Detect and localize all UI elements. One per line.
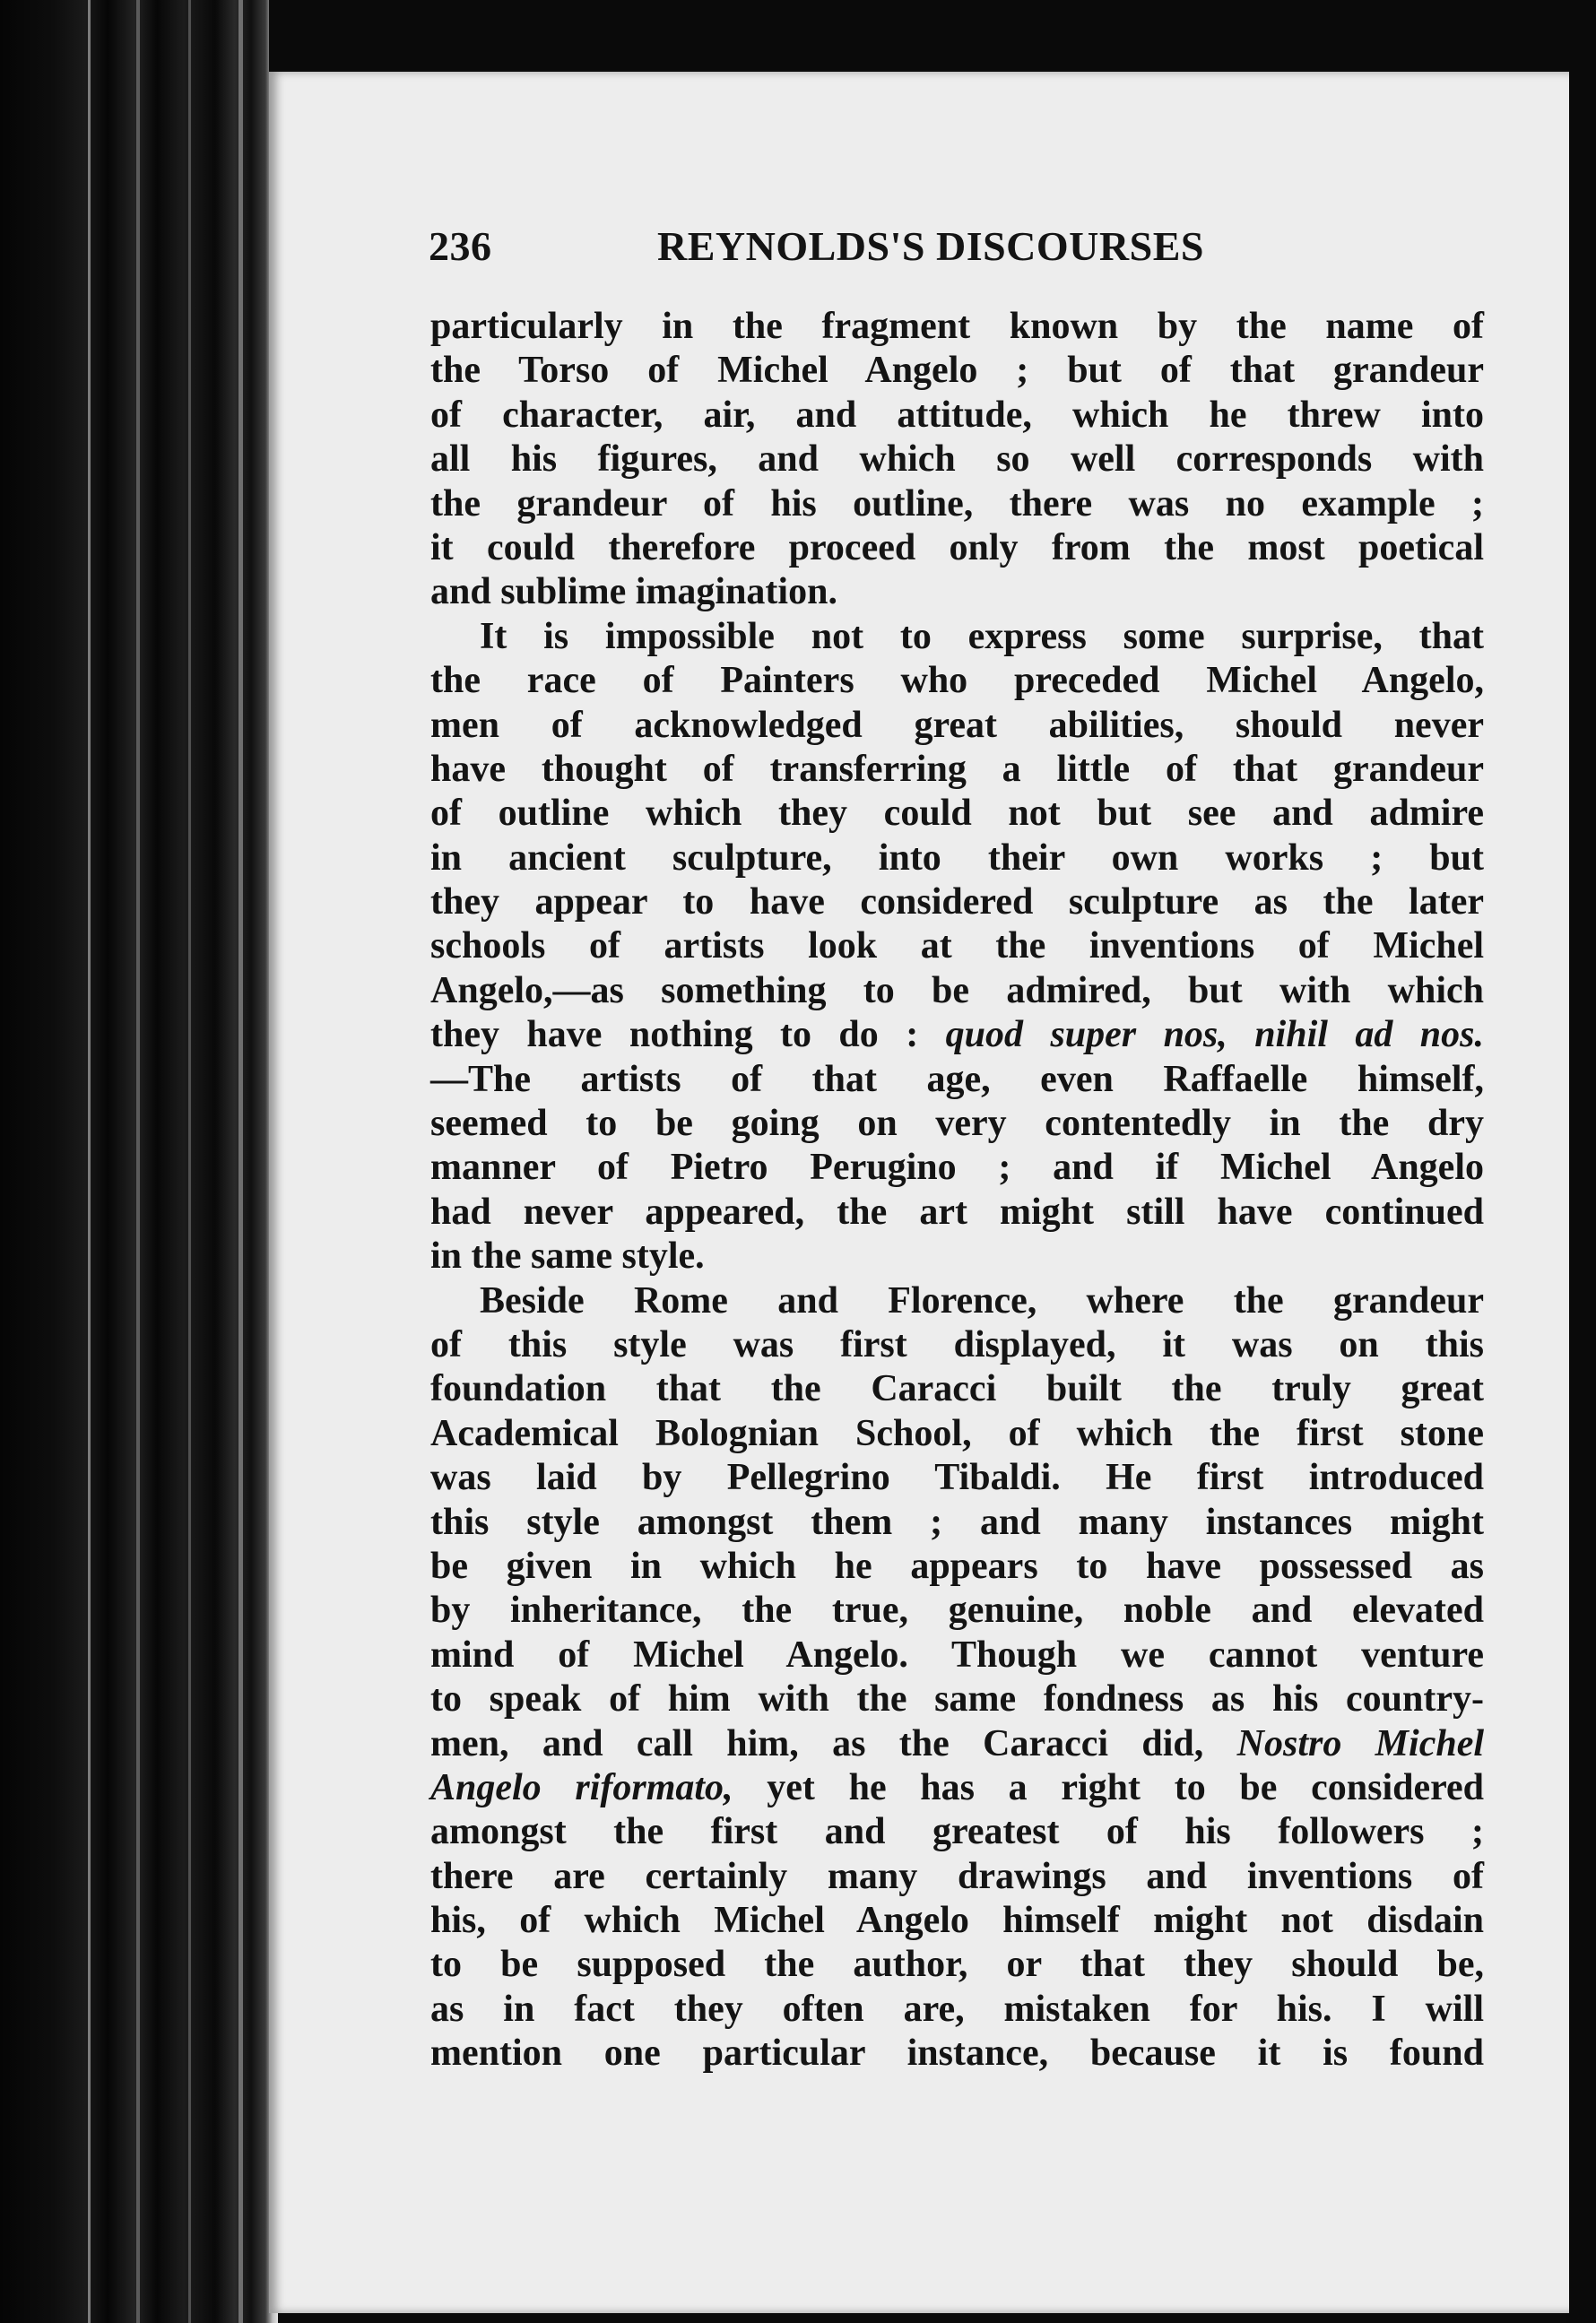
- text-line: amongst the first and greatest of his followers ;: [430, 1811, 1484, 1853]
- text-line: of outline which they could not but see and admire: [430, 793, 1484, 835]
- text-line: Academical Bolognian School, of which the first stone: [430, 1412, 1484, 1454]
- text-line: by inheritance, the true, genuine, noble and elevated: [430, 1590, 1484, 1632]
- scan-streak: [188, 0, 191, 2323]
- text-line: manner of Pietro Perugino ; and if Michel Angelo: [430, 1147, 1484, 1189]
- scanner-right-edge: [1566, 0, 1596, 2323]
- text-line: —The artists of that age, even Raffaelle himself,: [430, 1058, 1484, 1100]
- text-segment: men, and call him, as the Caracci did,: [430, 1722, 1204, 1764]
- text-line: it could therefore proceed only from the most poetical: [430, 526, 1484, 568]
- running-head: [429, 222, 1289, 285]
- scanner-top-edge: [269, 0, 1596, 74]
- text-line: men of acknowledged great abilities, should never: [430, 704, 1484, 746]
- text-line: in ancient sculpture, into their own works ; but: [430, 836, 1484, 879]
- scan-streak: [136, 0, 140, 2323]
- text-line: to be supposed the author, or that they should be,: [430, 1944, 1484, 1986]
- text-line: they appear to have considered sculpture as the later: [430, 881, 1484, 923]
- text-line: [430, 1722, 1484, 1766]
- text-line: Beside Rome and Florence, where the grandeur: [480, 1279, 1484, 1322]
- text-line: seemed to be going on very contentedly in the dry: [430, 1103, 1484, 1145]
- text-line: all his figures, and which so well corresponds with: [430, 438, 1484, 481]
- text-line: his, of which Michel Angelo himself might not disdain: [430, 1900, 1484, 1942]
- text-line: as in fact they often are, mistaken for his. I will: [430, 1988, 1484, 2030]
- text-line: have thought of transferring a little of that grandeur: [430, 748, 1484, 790]
- text-line: foundation that the Caracci built the truly great: [430, 1368, 1484, 1410]
- text-line: It is impossible not to express some surprise, that: [480, 615, 1484, 657]
- text-line: of this style was first displayed, it was on this: [430, 1323, 1484, 1365]
- running-title: REYNOLDS'S DISCOURSES: [657, 223, 1204, 269]
- text-line: and sublime imagination.: [430, 571, 837, 613]
- text-line: be given in which he appears to have possessed as: [430, 1545, 1484, 1587]
- body-text: [430, 305, 1484, 2076]
- latin-quote: quod super nos, nihil ad nos.: [945, 1014, 1484, 1056]
- text-line: the Torso of Michel Angelo ; but of that grandeur: [430, 350, 1484, 392]
- text-line: schools of artists look at the inventions of Michel: [430, 925, 1484, 967]
- text-segment: they have nothing to do :: [430, 1014, 919, 1056]
- text-line: to speak of him with the same fondness as his country-: [430, 1678, 1484, 1721]
- text-line: the grandeur of his outline, there was no example ;: [430, 482, 1484, 524]
- text-line: [430, 1013, 1484, 1057]
- italic-phrase: Nostro Michel: [1236, 1722, 1485, 1764]
- page-number: 236: [429, 223, 492, 269]
- scan-streak: [239, 0, 243, 2323]
- text-line: particularly in the fragment known by the name of: [430, 306, 1484, 347]
- italic-phrase: Angelo riformato,: [430, 1766, 733, 1808]
- text-line: Angelo,—as something to be admired, but with which: [430, 969, 1484, 1011]
- text-line: mind of Michel Angelo. Though we cannot venture: [430, 1634, 1484, 1676]
- text-line: in the same style.: [430, 1235, 705, 1278]
- text-line: there are certainly many drawings and inventions of: [430, 1855, 1484, 1897]
- text-line: [430, 1766, 1484, 1810]
- text-line: the race of Painters who preceded Michel Angelo,: [430, 660, 1484, 702]
- text-line: this style amongst them ; and many instances might: [430, 1501, 1484, 1543]
- text-line: of character, air, and attitude, which he threw into: [430, 394, 1484, 436]
- text-segment: yet he has a right to be considered: [767, 1766, 1484, 1808]
- text-line: had never appeared, the art might still have continued: [430, 1191, 1484, 1233]
- scan-streak: [88, 0, 91, 2323]
- text-line: mention one particular instance, because it is found: [430, 2033, 1484, 2075]
- text-line: was laid by Pellegrino Tibaldi. He first introduced: [430, 1457, 1484, 1499]
